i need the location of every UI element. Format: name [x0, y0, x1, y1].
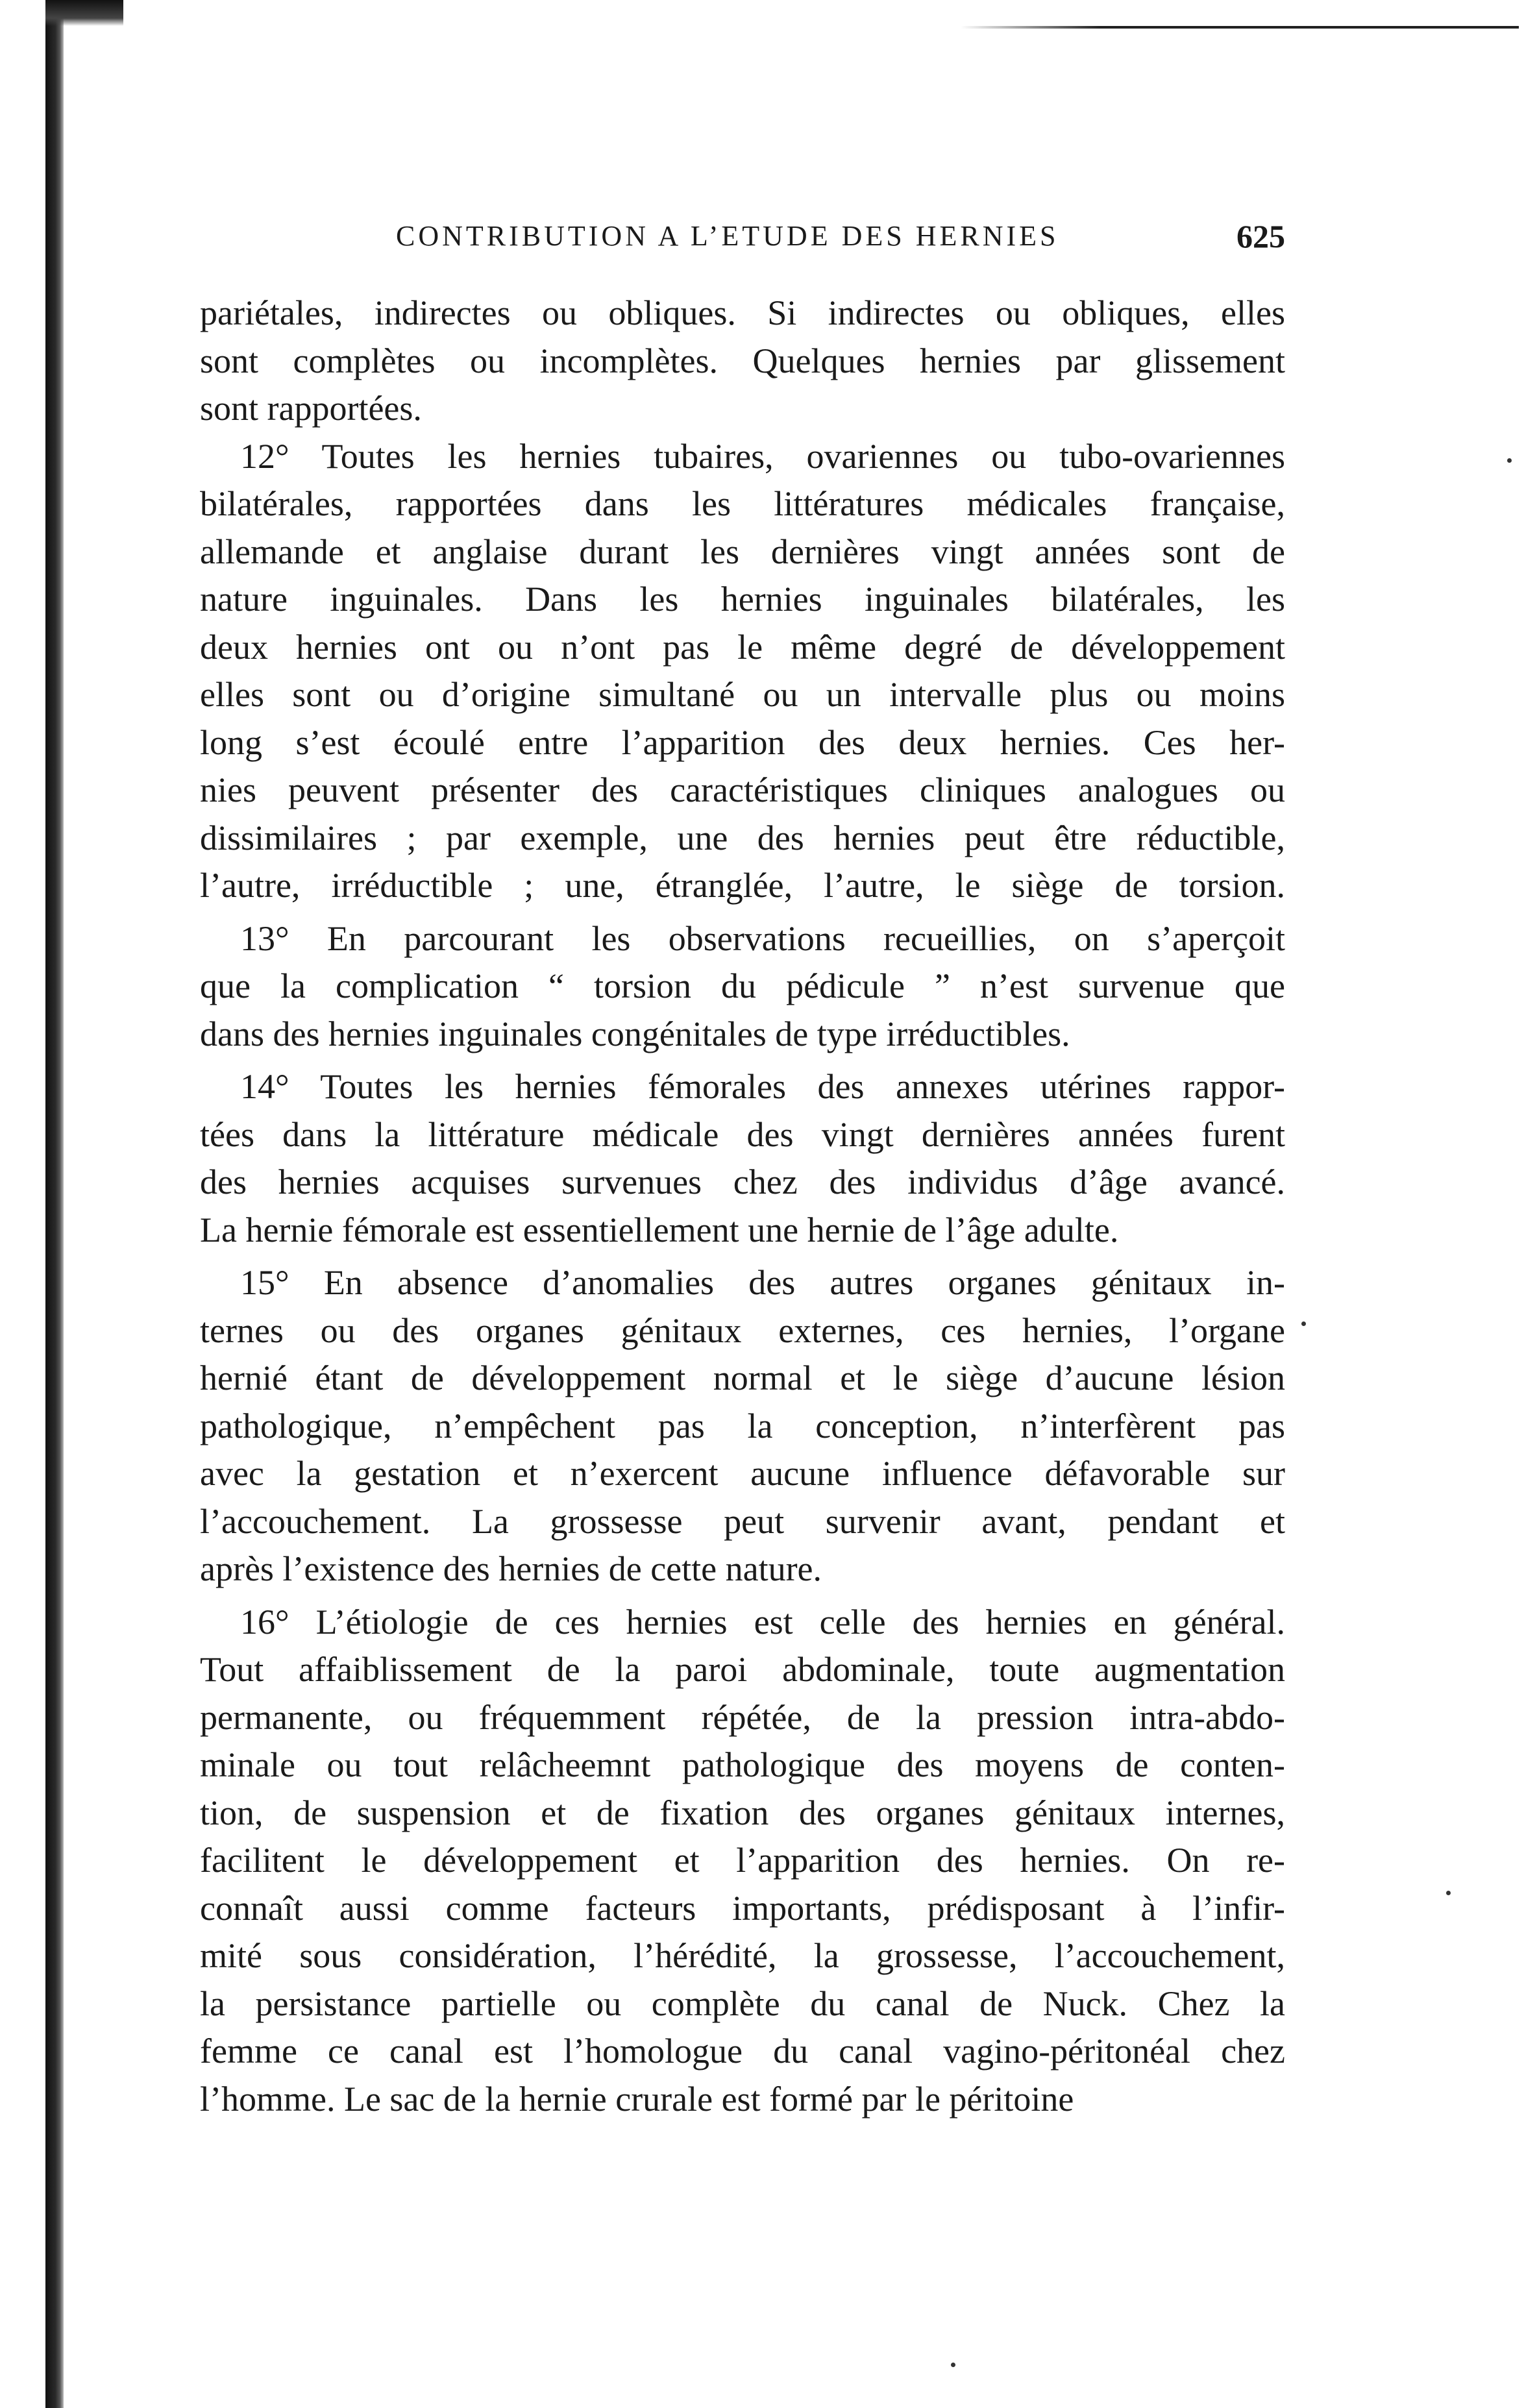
text-line: nies peuvent présenter des caractéristiques cliniques analogues ou — [200, 770, 1285, 809]
text-line: sont rapportées. — [200, 389, 422, 428]
binding-edge — [45, 0, 64, 2408]
text-line: pariétales, indirectes ou obliques. Si indirectes ou obliques, elles — [200, 293, 1285, 332]
page-header — [396, 217, 1285, 256]
text-line: l’homme. Le sac de la hernie crurale est formé par le péritoine — [200, 2079, 1074, 2119]
text-line: l’accouchement. La grossesse peut survenir avant, pendant et — [200, 1501, 1285, 1541]
paragraph-gap — [200, 910, 1285, 915]
text-line: bilatérales, rapportées dans les littératures médicales française, — [200, 484, 1285, 523]
text-line: tées dans la littérature médicale des vingt dernières années furent — [200, 1114, 1285, 1154]
text-line: femme ce canal est l’homologue du canal vagino-péritonéal chez — [200, 2032, 1285, 2070]
text-line: long s’est écoulé entre l’apparition des deux hernies. Ces her- — [200, 722, 1285, 762]
text-line: minale ou tout relâcheemnt pathologique des moyens de conten- — [200, 1745, 1285, 1784]
text-line: pathologique, n’empêchent pas la conception, n’interfèrent pas — [200, 1406, 1285, 1445]
text-line: des hernies acquises survenues chez des individus d’âge avancé. — [200, 1162, 1285, 1201]
paragraph-13 — [200, 915, 1285, 1059]
paragraph-12 — [200, 433, 1285, 910]
text-line: La hernie fémorale est essentiellement une hernie de l’âge adulte. — [200, 1210, 1119, 1249]
paragraph-gap — [200, 1593, 1285, 1599]
text-line: facilitent le développement et l’apparition des hernies. On re- — [200, 1841, 1285, 1880]
text-line: nature inguinales. Dans les hernies inguinales bilatérales, les — [200, 580, 1285, 619]
text-line: elles sont ou d’origine simultané ou un intervalle plus ou moins — [200, 675, 1285, 714]
paragraph-14 — [200, 1063, 1285, 1254]
text-line: la persistance partielle ou complète du canal de Nuck. Chez la — [200, 1984, 1285, 2023]
text-line: 16° L’étiologie de ces hernies est celle des hernies en général. — [240, 1602, 1285, 1641]
paragraph-gap — [200, 1058, 1285, 1063]
text-line: 14° Toutes les hernies fémorales des annexes utérines rappor- — [240, 1067, 1285, 1106]
paragraph-16 — [200, 1599, 1285, 2124]
text-line: deux hernies ont ou n’ont pas le même degré de développement — [200, 627, 1285, 667]
binding-shadow — [45, 0, 123, 26]
text-line: Tout affaiblissement de la paroi abdominale, toute augmentation — [200, 1650, 1285, 1689]
paragraph-11-continuation — [200, 289, 1285, 433]
page-edge-rule — [961, 26, 1519, 29]
text-line: sont complètes ou incomplètes. Quelques hernies par glissement — [200, 341, 1285, 380]
text-line: hernié étant de développement normal et le siège d’aucune lésion — [200, 1358, 1285, 1397]
text-line: l’autre, irréductible ; une, étranglée, l’autre, le siège de torsion. — [200, 866, 1285, 905]
scan-speck — [1507, 458, 1512, 463]
page-number: 625 — [1236, 218, 1285, 254]
scan-speck — [1301, 1321, 1306, 1326]
text-line: 15° En absence d’anomalies des autres organes génitaux in- — [240, 1263, 1285, 1302]
text-line: 12° Toutes les hernies tubaires, ovariennes ou tubo-ovariennes — [240, 436, 1285, 476]
running-title: CONTRIBUTION A L’ETUDE DES HERNIES — [396, 220, 1059, 252]
text-line: tion, de suspension et de fixation des organes génitaux internes, — [200, 1793, 1285, 1832]
text-line: que la complication “ torsion du pédicule ” n’est survenue que — [200, 966, 1285, 1005]
text-line: avec la gestation et n’exercent aucune influence défavorable sur — [200, 1454, 1285, 1493]
text-line: 13° En parcourant les observations recueillies, on s’aperçoit — [240, 918, 1285, 958]
text-line: connaît aussi comme facteurs importants, prédisposant à l’infir- — [200, 1888, 1285, 1928]
scan-speck — [951, 2363, 955, 2367]
text-line: mité sous considération, l’hérédité, la grossesse, l’accouchement, — [200, 1936, 1285, 1975]
text-line: permanente, ou fréquemment répétée, de la pression intra-abdo- — [200, 1697, 1285, 1737]
text-line: dissimilaires ; par exemple, une des hernies peut être réductible, — [200, 818, 1285, 857]
text-line: ternes ou des organes génitaux externes, ces hernies, l’organe — [200, 1310, 1285, 1350]
text-line: dans des hernies inguinales congénitales de type irréductibles. — [200, 1014, 1070, 1053]
text-line: allemande et anglaise durant les dernières vingt années sont de — [200, 532, 1285, 571]
scan-speck — [1446, 1891, 1451, 1895]
paragraph-gap — [200, 1254, 1285, 1259]
body-text — [200, 289, 1285, 2123]
text-line: après l’existence des hernies de cette nature. — [200, 1549, 822, 1588]
paragraph-15 — [200, 1259, 1285, 1593]
